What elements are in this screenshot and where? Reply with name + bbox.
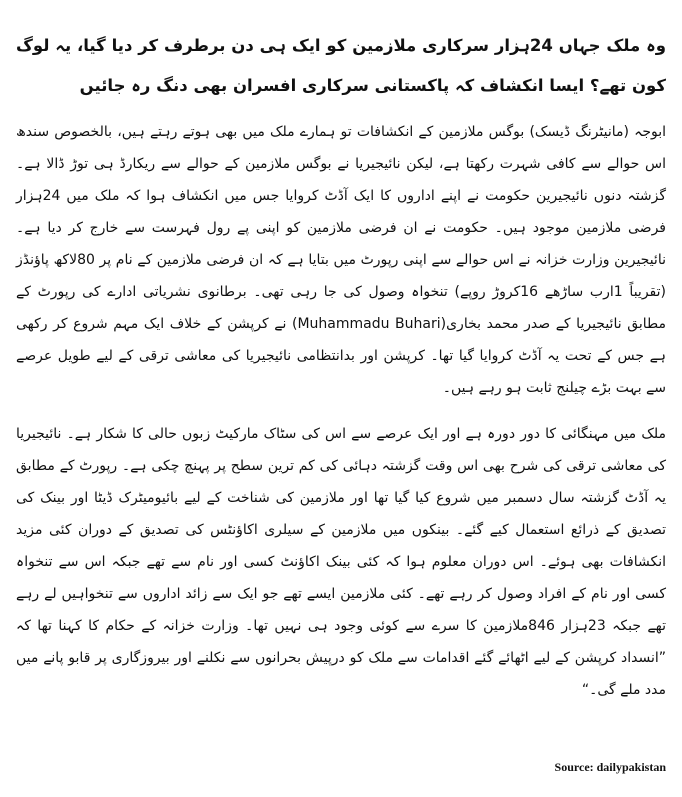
source-credit: Source: dailypakistan	[554, 760, 666, 774]
article-headline: وہ ملک جہاں 24ہزار سرکاری ملازمین کو ایک ہی دن برطرف کر دیا گیا، یہ لوگ کون تھے؟ ایسا انکشاف کہ پاکستانی سرکاری افسران بھی دنگ رہ جائیں	[16, 36, 666, 95]
article-paragraph-1: ابوجہ (مانیٹرنگ ڈیسک) بوگس ملازمین کے انکشافات تو ہمارے ملک میں بھی ہوتے رہتے ہیں، بالخصوص سندھ اس حوالے سے کافی شہرت رکھتا ہے، لیکن نائیجیریا نے بوگس ملازمین کے حوالے سے ریکارڈ ہی توڑ ڈالا ہے۔ گزشتہ دنوں نائیجیرین حکومت نے اپنے اداروں کا ایک آڈٹ کروایا جس میں انکشاف ہوا کہ ملک میں 24ہزار فرضی ملازمین موجود ہیں۔ حکومت نے ان فرضی ملازمین کو اپنی پے رول فہرست سے خارج کر دیا ہے۔ نائیجیرین وزارت خزانہ نے اس حوالے سے اپنی رپورٹ میں بتایا ہے کہ ان فرضی ملازمین کے نام پر 80لاکھ پاﺅنڈز (تقریباً 1ارب ساڑھے 16کروڑ روپے) تنخواہ وصول کی جا رہی تھی۔ برطانوی نشریاتی ادارے کی رپورٹ کے مطابق نائیجیریا کے صدر محمد بخاری(Muhammadu Buhari) نے کرپشن کے خلاف ایک مہم شروع کر رکھی ہے جس کے تحت یہ آڈٹ کروایا گیا تھا۔ کرپشن اور بدانتظامی نائیجیریا کی معاشی ترقی کے لیے طویل عرصے سے بہت بڑے چیلنج ثابت ہو رہے ہیں۔	[16, 124, 667, 396]
article-paragraph-2: ملک میں مہنگائی کا دور دورہ ہے اور ایک عرصے سے اس کی سٹاک مارکیٹ زبوں حالی کا شکار ہے۔ نائیجیریا کی معاشی ترقی کی شرح بھی اس وقت گزشتہ دہائی کی کم ترین سطح پر پہنچ چکی ہے۔ رپورٹ کے مطابق یہ آڈٹ گزشتہ سال دسمبر میں شروع کیا گیا تھا اور ملازمین کی شناخت کے لیے بائیومیٹرک ڈیٹا اور بینک کی تصدیق کے ذرائع استعمال کیے گئے۔ بینکوں میں ملازمین کے سیلری اکاﺅنٹس کی تصدیق کے دوران کئی مزید انکشافات بھی ہوئے۔ اس دوران معلوم ہوا کہ کئی بینک اکاﺅنٹ کسی اور نام سے تھے جبکہ اس سے تنخواہ کسی اور نام کے افراد وصول کر رہے تھے۔ کئی ملازمین ایسے تھے جو ایک سے زائد اداروں سے تنخواہیں لے رہے تھے جبکہ 23ہزار 846ملازمین کا سرے سے کوئی وجود ہی نہیں تھا۔ وزارت خزانہ کے حکام کا کہنا تھا کہ ”انسداد کرپشن کے لیے اٹھائے گئے اقدامات سے ملک کو درپیش بحرانوں سے نکلنے اور بیروزگاری پر قابو پانے میں مدد ملے گی۔“	[16, 426, 666, 698]
